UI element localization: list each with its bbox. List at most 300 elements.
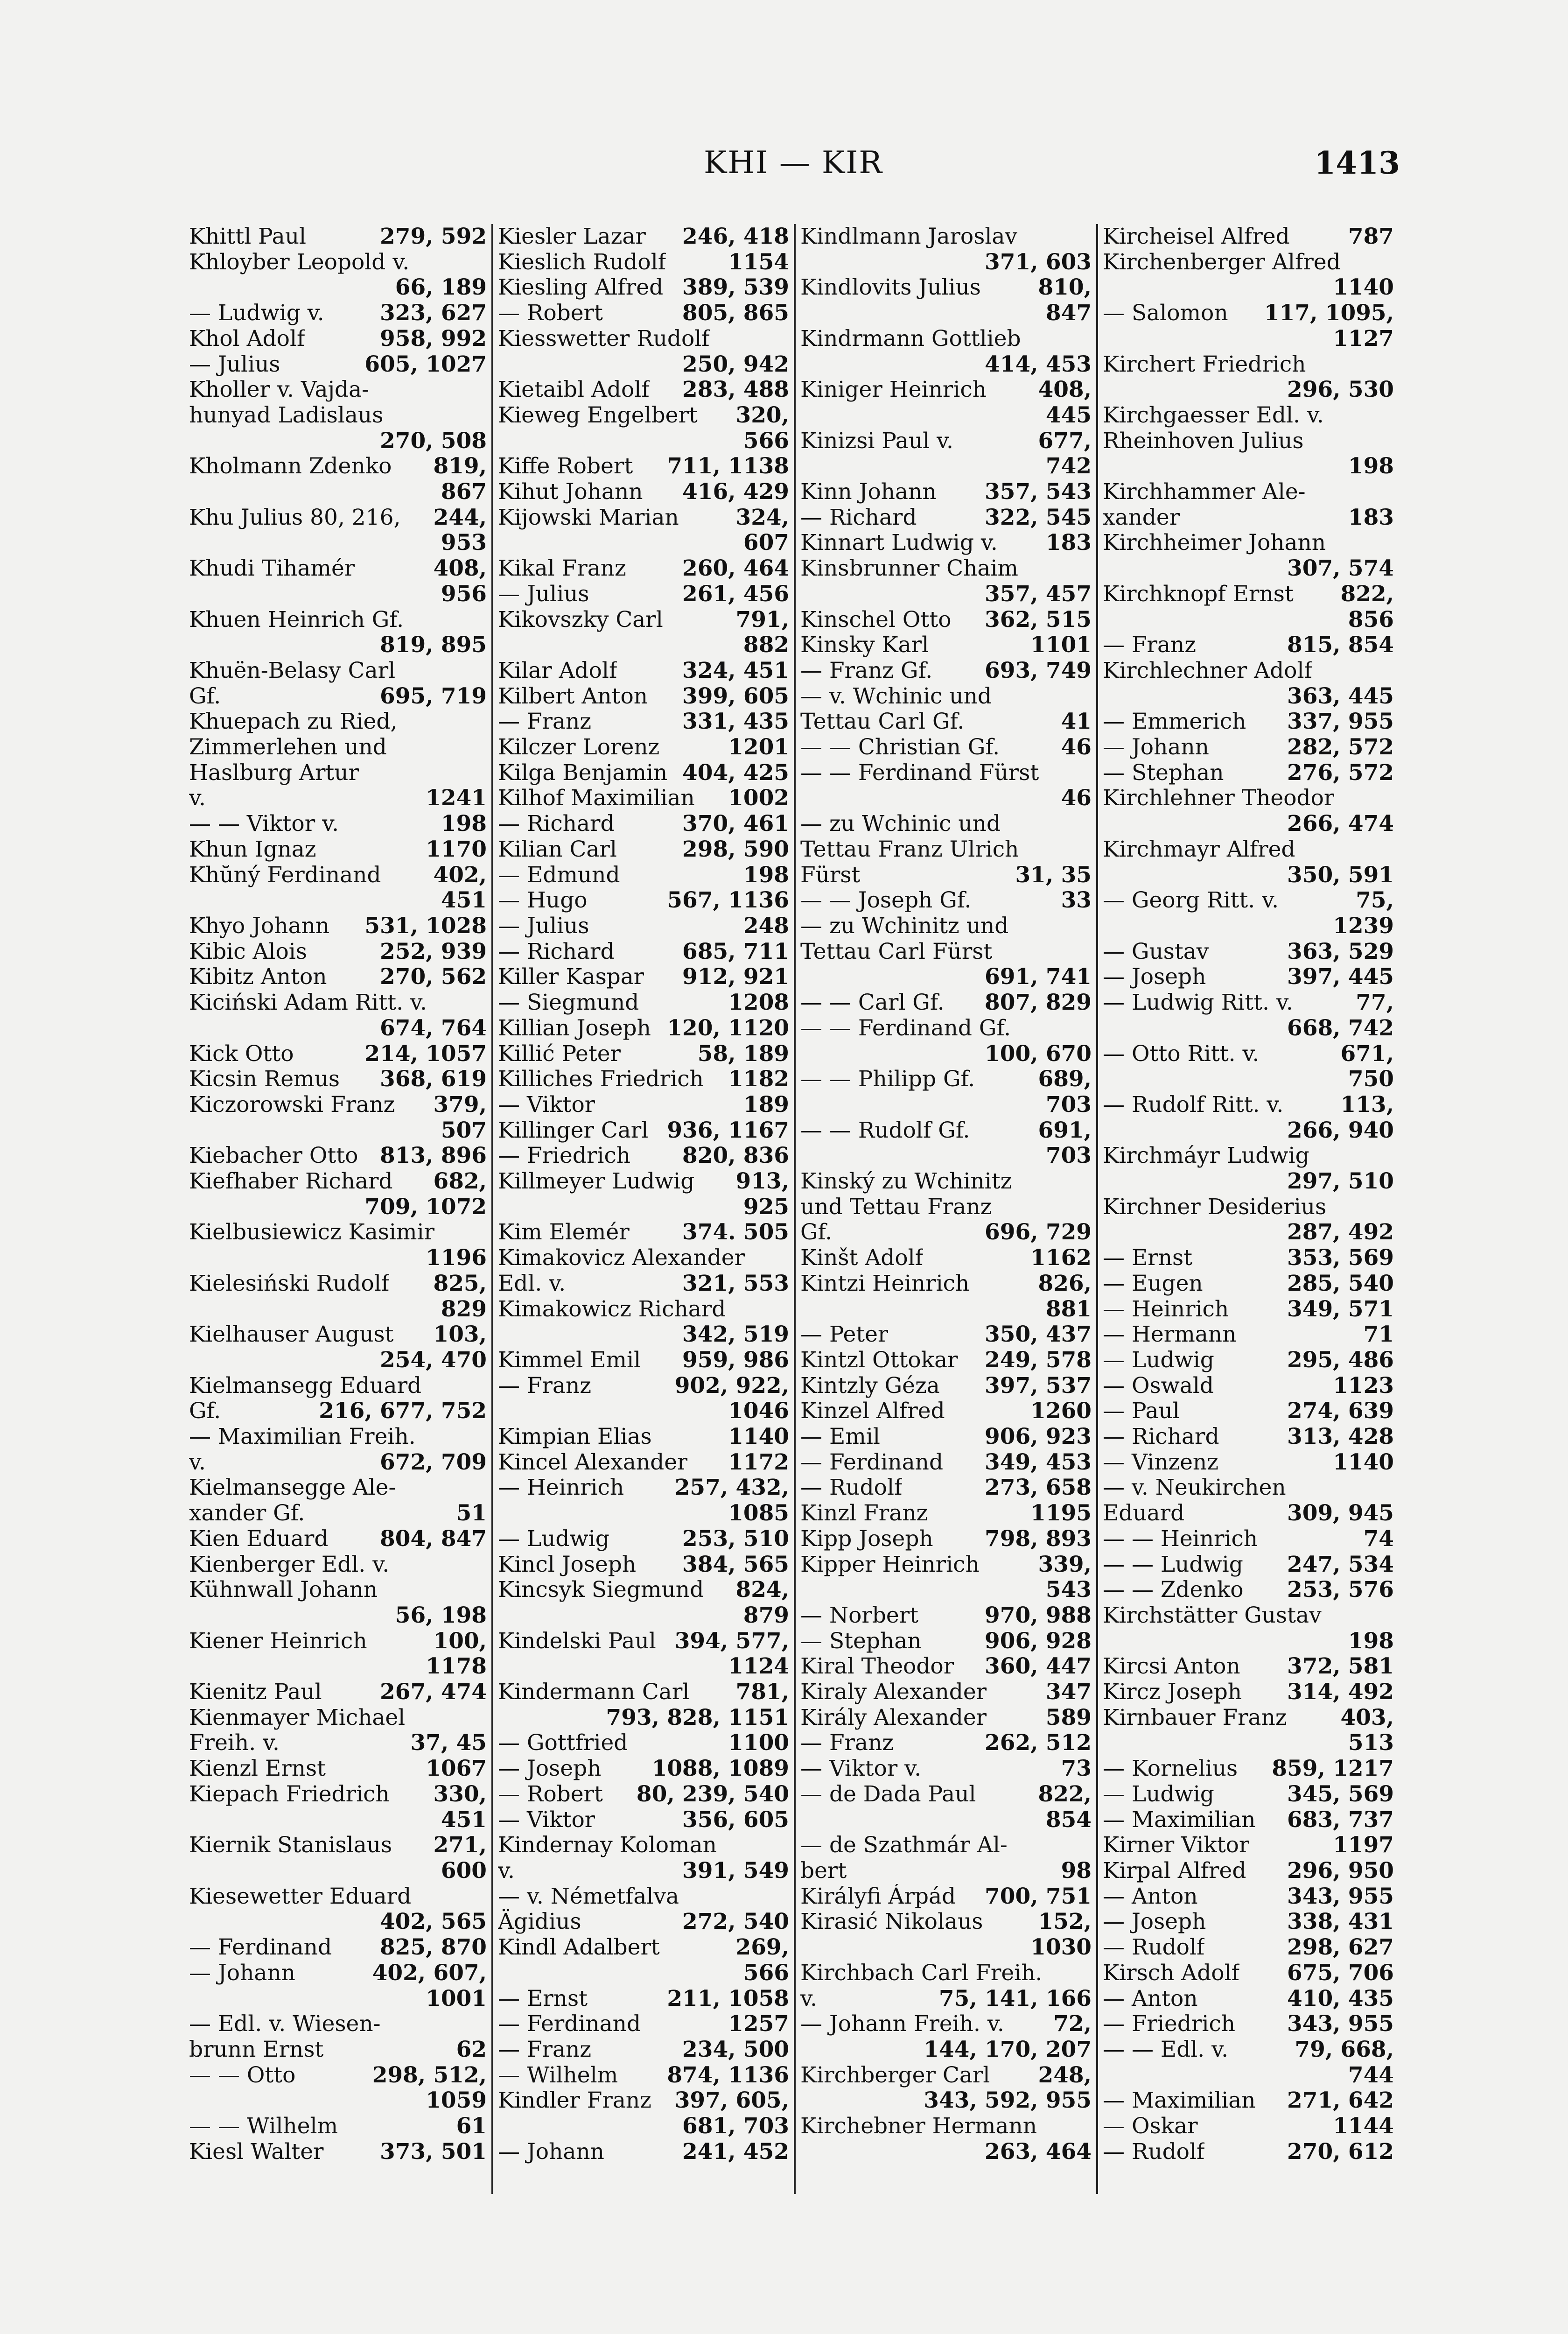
entry-name: — Maximilian [1103, 1807, 1256, 1833]
entry-name: — — Viktor v. [189, 811, 339, 837]
entry-page-refs: 98 [1061, 1858, 1092, 1884]
entry-name: Kiener Heinrich [189, 1628, 367, 1654]
index-entry [498, 2088, 789, 2114]
index-entry [189, 479, 487, 505]
index-entry [189, 530, 487, 556]
entry-name: — — Joseph Gf. [800, 888, 972, 914]
index-entry [1103, 1577, 1394, 1603]
entry-page-refs: 183 [1045, 530, 1092, 556]
entry-name: — Gottfried [498, 1730, 628, 1756]
entry-name: Kirchert Friedrich [1103, 352, 1306, 377]
entry-name: — Rudolf [1103, 2139, 1205, 2165]
index-entry [800, 1220, 1092, 1245]
index-entry [189, 1169, 487, 1195]
entry-page-refs: 1001 [426, 1985, 487, 2011]
entry-page-refs: 605, 1027 [364, 351, 487, 377]
entry-name: Kirchmayr Alfred [1103, 837, 1295, 862]
entry-page-refs: 345, 569 [1287, 1781, 1394, 1807]
entry-page-refs: 31, 35 [1015, 862, 1092, 888]
entry-page-refs: 75, 141, 166 [938, 1985, 1092, 2011]
entry-page-refs [1089, 939, 1092, 965]
entry-page-refs: 270, 562 [380, 964, 487, 990]
index-entry [189, 1195, 487, 1220]
index-entry [498, 1654, 789, 1680]
entry-page-refs: 80, 239, 540 [636, 1781, 789, 1807]
entry-name: — — Wilhelm [189, 2114, 338, 2139]
entry-page-refs: 693, 749 [985, 657, 1092, 683]
entry-page-refs [1391, 1603, 1394, 1629]
entry-name: Killić Peter [498, 1041, 621, 1067]
entry-page-refs: 1046 [728, 1398, 789, 1424]
entry-name: — Vinzenz [1103, 1449, 1218, 1475]
entry-page-refs: 681, 703 [682, 2113, 789, 2139]
entry-page-refs: 607 [743, 530, 789, 556]
index-entry [498, 1399, 789, 1424]
index-entry [800, 1041, 1092, 1067]
index-entry [1103, 556, 1394, 582]
entry-page-refs: 906, 928 [985, 1628, 1092, 1654]
entry-page-refs: 252, 939 [380, 938, 487, 964]
index-entry [800, 2037, 1092, 2063]
entry-name: Kick Otto [189, 1041, 294, 1067]
index-entry [800, 377, 1092, 403]
entry-name: — Julius [498, 581, 589, 607]
index-entry [800, 633, 1092, 658]
entry-name: — Julius [189, 352, 280, 377]
entry-page-refs: 343, 955 [1287, 1883, 1394, 1909]
entry-page-refs: 675, 706 [1287, 1960, 1394, 1986]
entry-page-refs: 262, 512 [985, 1730, 1092, 1756]
entry-name: — — Heinrich [1103, 1526, 1258, 1552]
entry-name: Kinzel Alfred [800, 1399, 945, 1424]
index-entry [189, 582, 487, 607]
entry-page-refs: 1124 [728, 1653, 789, 1680]
index-entry [1103, 1833, 1394, 1858]
index-entry [189, 607, 487, 633]
entry-name: Kirner Viktor [1103, 1833, 1250, 1858]
index-entry [800, 863, 1092, 888]
index-entry [189, 1935, 487, 1961]
index-entry [1103, 914, 1394, 939]
index-entry [498, 1475, 789, 1501]
entry-page-refs: 100, [433, 1628, 487, 1654]
entry-name: Kimakowicz Richard [498, 1296, 726, 1322]
entry-page-refs: 700, 751 [985, 1883, 1092, 1909]
entry-page-refs [786, 1884, 789, 1910]
index-entry [1103, 1705, 1394, 1731]
entry-page-refs: 543 [1045, 1577, 1092, 1603]
index-entry [1103, 1986, 1394, 2012]
entry-page-refs: 397, 605, [674, 2088, 789, 2114]
entry-page-refs: 363, 445 [1287, 683, 1394, 709]
entry-name: Kietaibl Adolf [498, 377, 650, 403]
entry-page-refs: 451 [441, 1807, 487, 1833]
entry-page-refs: 742 [1045, 453, 1092, 479]
entry-page-refs [1089, 556, 1092, 582]
entry-name: Rheinhoven Julius [1103, 428, 1304, 454]
index-entry [498, 377, 789, 403]
entry-name: — Emmerich [1103, 709, 1246, 735]
entry-name: Freih. v. [189, 1730, 280, 1756]
entry-name: — — Edl. v. [1103, 2037, 1229, 2062]
entry-page-refs: 416, 429 [682, 479, 789, 505]
entry-page-refs: 216, 677, 752 [319, 1398, 487, 1424]
entry-page-refs: 567, 1136 [667, 887, 789, 914]
entry-name: Kikal Franz [498, 556, 626, 582]
index-entry [1103, 1680, 1394, 1705]
entry-page-refs: 691, [1038, 1117, 1092, 1143]
entry-name: Kinzl Franz [800, 1501, 928, 1526]
entry-name: Kinn Johann [800, 479, 937, 505]
index-entry [498, 709, 789, 735]
entry-name: Kikovszky Carl [498, 607, 663, 633]
entry-page-refs [1391, 429, 1394, 454]
entry-page-refs [1089, 1169, 1092, 1195]
entry-name: Khloyber Leopold v. [189, 249, 410, 275]
index-entry [1103, 1092, 1394, 1118]
index-entry [498, 1143, 789, 1169]
entry-name: Khittl Paul [189, 224, 306, 249]
entry-page-refs: 279, 592 [380, 224, 487, 249]
entry-page-refs: 198 [1348, 453, 1394, 479]
entry-page-refs: 668, 742 [1287, 1015, 1394, 1041]
index-entry [1103, 658, 1394, 684]
entry-name: — Eugen [1103, 1271, 1203, 1296]
entry-page-refs: 272, 540 [682, 1909, 789, 1935]
index-entry [498, 1884, 789, 1910]
index-entry [498, 530, 789, 556]
entry-page-refs: 912, 921 [682, 964, 789, 990]
entry-name: Kühnwall Johann [189, 1577, 378, 1603]
index-entry [189, 2139, 487, 2165]
entry-page-refs: 144, 170, 207 [924, 2036, 1092, 2062]
entry-page-refs: 248, [1038, 2062, 1092, 2088]
index-entry [800, 1807, 1092, 1833]
index-entry [1103, 454, 1394, 479]
index-columns [189, 224, 1400, 2194]
index-entry [1103, 1501, 1394, 1526]
entry-page-refs: 370, 461 [682, 811, 789, 837]
entry-page-refs: 384, 565 [682, 1551, 789, 1577]
index-entry [189, 1680, 487, 1705]
index-entry [1103, 1041, 1394, 1067]
entry-page-refs: 307, 574 [1287, 555, 1394, 582]
index-entry [189, 1143, 487, 1169]
entry-name: Kindrmann Gottlieb [800, 326, 1021, 352]
entry-page-refs: 804, 847 [380, 1526, 487, 1552]
index-entry [1103, 1424, 1394, 1450]
index-entry [189, 811, 487, 837]
index-entry [800, 1016, 1092, 1041]
entry-page-refs: 253, 576 [1287, 1577, 1394, 1603]
entry-name: Kirchbach Carl Freih. [800, 1960, 1043, 1986]
entry-name: Kirchlechner Adolf [1103, 658, 1312, 683]
index-entry [498, 990, 789, 1016]
entry-page-refs: 61 [456, 2113, 487, 2139]
index-entry [498, 1195, 789, 1220]
entry-name: Kinšt Adolf [800, 1245, 924, 1271]
entry-page-refs: 41 [1061, 709, 1092, 735]
entry-name: Gf. [189, 1399, 221, 1424]
entry-page-refs: 270, 612 [1287, 2138, 1394, 2165]
index-entry [189, 1245, 487, 1271]
index-entry [498, 1245, 789, 1271]
index-entry [498, 735, 789, 760]
entry-page-refs [1089, 2114, 1092, 2139]
entry-page-refs: 214, 1057 [364, 1040, 487, 1067]
entry-name: Tettau Franz Ulrich [800, 837, 1019, 862]
entry-page-refs: 62 [456, 2036, 487, 2062]
entry-page-refs: 1140 [1333, 1449, 1394, 1475]
entry-page-refs: 925 [743, 1194, 789, 1220]
entry-page-refs: 298, 512, [372, 2062, 487, 2088]
entry-page-refs: 404, 425 [682, 759, 789, 786]
entry-page-refs: 402, [433, 862, 487, 888]
index-entry [800, 454, 1092, 479]
entry-page-refs: 750 [1348, 1066, 1394, 1092]
index-entry [189, 1373, 487, 1399]
entry-page-refs: 807, 829 [985, 990, 1092, 1016]
entry-page-refs: 1140 [728, 1424, 789, 1450]
index-entry [800, 1986, 1092, 2012]
entry-name: — Robert [498, 1781, 603, 1807]
entry-page-refs: 403, [1340, 1704, 1394, 1730]
index-entry [1103, 1271, 1394, 1297]
entry-name: — Rudolf [800, 1475, 903, 1501]
entry-name: Gf. [800, 1220, 833, 1245]
entry-name: Kiebacher Otto [189, 1143, 358, 1169]
entry-name: Kimpian Elias [498, 1424, 652, 1450]
entry-page-refs: 321, 553 [682, 1270, 789, 1296]
entry-page-refs: 324, 451 [682, 657, 789, 683]
entry-page-refs: 211, 1058 [667, 1985, 789, 2011]
entry-page-refs: 791, [735, 606, 789, 633]
index-entry [189, 1271, 487, 1297]
index-entry [189, 1629, 487, 1654]
entry-page-refs: 696, 729 [985, 1219, 1092, 1245]
page-header [187, 145, 1400, 196]
index-entry [800, 556, 1092, 582]
entry-name: — — Christian Gf. [800, 735, 1000, 760]
entry-name: — Gustav [1103, 939, 1209, 964]
entry-page-refs [1089, 326, 1092, 352]
entry-page-refs: 1201 [728, 734, 789, 760]
index-entry [1103, 964, 1394, 990]
index-entry [1103, 939, 1394, 965]
index-entry [800, 1245, 1092, 1271]
index-entry [498, 1807, 789, 1833]
entry-name: brunn Ernst [189, 2037, 324, 2062]
index-entry [189, 1833, 487, 1858]
entry-name: Kienzl Ernst [189, 1756, 326, 1782]
entry-page-refs: 198 [441, 811, 487, 837]
entry-name: — Franz [498, 1373, 592, 1399]
entry-page-refs: 445 [1045, 402, 1092, 428]
entry-name: Kiesler Lazar [498, 224, 646, 249]
entry-name: Kinizsi Paul v. [800, 428, 953, 454]
index-entry [1103, 1143, 1394, 1169]
entry-page-refs: 270, 508 [380, 428, 487, 454]
entry-page-refs: 103, [433, 1322, 487, 1348]
index-entry [189, 1782, 487, 1807]
index-entry [189, 1526, 487, 1552]
index-entry [498, 1577, 789, 1603]
entry-page-refs: 260, 464 [682, 555, 789, 582]
index-entry [800, 990, 1092, 1016]
entry-page-refs: 1002 [728, 785, 789, 811]
index-entry [498, 811, 789, 837]
entry-name: Kirasić Nikolaus [800, 1909, 983, 1935]
entry-page-refs: 566 [743, 428, 789, 454]
index-entry [189, 1961, 487, 1986]
entry-name: — Ludwig [1103, 1347, 1214, 1373]
entry-name: Kirchmáyr Ludwig [1103, 1143, 1309, 1169]
entry-page-refs [484, 1220, 487, 1245]
index-entry [1103, 1322, 1394, 1348]
index-entry [800, 964, 1092, 990]
entry-page-refs: 824, [735, 1577, 789, 1603]
entry-name: — Franz Gf. [800, 658, 933, 683]
entry-page-refs [1089, 1016, 1092, 1041]
entry-name: Kirchlehner Theodor [1103, 786, 1335, 811]
entry-page-refs: 337, 955 [1287, 709, 1394, 735]
entry-page-refs: 248 [743, 913, 789, 939]
entry-page-refs: 1123 [1333, 1372, 1394, 1399]
index-entry [800, 1935, 1092, 1961]
entry-page-refs: 685, 711 [682, 938, 789, 964]
entry-page-refs: 691, 741 [985, 964, 1092, 990]
entry-page-refs: 589 [1045, 1704, 1092, 1730]
entry-name: Kincsyk Siegmund [498, 1577, 704, 1603]
entry-name: Kiesewetter Eduard [189, 1884, 412, 1909]
entry-page-refs: 1239 [1333, 913, 1394, 939]
entry-page-refs [484, 1884, 487, 1910]
entry-page-refs: 394, 577, [674, 1628, 789, 1654]
entry-name: — Otto Ritt. v. [1103, 1041, 1260, 1067]
entry-name: Zimmerlehen und [189, 735, 387, 760]
index-entry [1103, 2037, 1394, 2063]
entry-page-refs [1391, 352, 1394, 378]
entry-page-refs [1391, 786, 1394, 811]
entry-page-refs: 1172 [728, 1449, 789, 1475]
entry-page-refs: 331, 435 [682, 709, 789, 735]
entry-name: Kircsi Anton [1103, 1654, 1240, 1680]
entry-page-refs: 282, 572 [1287, 734, 1394, 760]
index-entry [189, 301, 487, 326]
index-entry [1103, 684, 1394, 710]
index-entry [800, 760, 1092, 786]
index-column-4 [1096, 224, 1399, 2194]
entry-name: Kirchenberger Alfred [1103, 249, 1341, 275]
entry-page-refs: 1170 [426, 836, 487, 862]
entry-page-refs: 74 [1363, 1526, 1394, 1552]
index-entry [1103, 2139, 1394, 2165]
index-entry [189, 1118, 487, 1144]
entry-name: Királyfi Árpád [800, 1884, 956, 1909]
entry-page-refs: 781, [735, 1679, 789, 1705]
index-entry [800, 1348, 1092, 1373]
entry-page-refs: 343, 592, 955 [924, 2088, 1092, 2114]
index-entry [800, 301, 1092, 326]
index-entry [498, 301, 789, 326]
entry-name: — — Ludwig [1103, 1552, 1243, 1577]
index-entry [498, 1603, 789, 1629]
index-entry [498, 863, 789, 888]
entry-name: Kirchberger Carl [800, 2062, 990, 2088]
index-entry [498, 1501, 789, 1526]
entry-name: — Rudolf [1103, 1935, 1205, 1961]
index-entry [498, 2139, 789, 2165]
entry-name: — Paul [1103, 1399, 1180, 1424]
entry-name: — Johann Freih. v. [800, 2011, 1004, 2037]
index-entry [189, 2114, 487, 2139]
entry-name: Kieslich Rudolf [498, 249, 666, 275]
entry-page-refs [484, 709, 487, 735]
entry-name: — — Otto [189, 2062, 296, 2088]
entry-page-refs [484, 990, 487, 1016]
entry-page-refs [1089, 684, 1092, 710]
index-entry [189, 863, 487, 888]
entry-page-refs: 1208 [728, 990, 789, 1016]
index-entry [1103, 1909, 1394, 1935]
entry-page-refs: 324, [735, 504, 789, 530]
entry-name: — v. Wchinic und [800, 683, 992, 709]
index-entry [1103, 888, 1394, 914]
index-entry [800, 2088, 1092, 2114]
index-entry [189, 1909, 487, 1935]
entry-page-refs [1391, 530, 1394, 556]
entry-name: — — Ferdinand Fürst [800, 760, 1039, 786]
entry-page-refs [484, 1577, 487, 1603]
entry-page-refs: 531, 1028 [364, 913, 487, 939]
entry-page-refs: 360, 447 [985, 1653, 1092, 1680]
index-entry [800, 1603, 1092, 1629]
index-entry [1103, 377, 1394, 403]
index-entry [498, 1322, 789, 1348]
entry-page-refs [484, 2011, 487, 2037]
index-entry [800, 2011, 1092, 2037]
entry-page-refs: 703 [1045, 1143, 1092, 1169]
entry-name: Kielmansegge Ale- [189, 1475, 396, 1501]
entry-name: Kielesiński Rudolf [189, 1271, 390, 1296]
index-entry [189, 2011, 487, 2037]
entry-name: — — Philipp Gf. [800, 1067, 975, 1092]
entry-page-refs: 1030 [1030, 1934, 1092, 1961]
index-column-2 [491, 224, 794, 2194]
index-entry [498, 250, 789, 275]
index-entry [189, 1705, 487, 1731]
index-entry [800, 888, 1092, 914]
entry-name: — de Szathmár Al- [800, 1833, 1008, 1858]
entry-page-refs: 787 [1348, 224, 1394, 249]
index-entry [498, 1424, 789, 1450]
entry-name: Kintzl Ottokar [800, 1347, 958, 1373]
entry-page-refs: 266, 940 [1287, 1117, 1394, 1143]
entry-page-refs: 271, [433, 1832, 487, 1858]
entry-page-refs: 402, 565 [380, 1909, 487, 1935]
entry-name: Kirchheimer Johann [1103, 530, 1326, 556]
index-entry [800, 224, 1092, 250]
entry-page-refs: 273, 658 [985, 1475, 1092, 1501]
entry-name: — — Carl Gf. [800, 990, 945, 1016]
entry-name: Kilian Carl [498, 837, 617, 862]
entry-page-refs: 298, 590 [682, 836, 789, 862]
entry-page-refs [1089, 837, 1092, 863]
index-entry [1103, 2114, 1394, 2139]
entry-page-refs: 677, [1038, 428, 1092, 454]
entry-name: — Viktor v. [800, 1756, 922, 1782]
index-entry [1103, 990, 1394, 1016]
